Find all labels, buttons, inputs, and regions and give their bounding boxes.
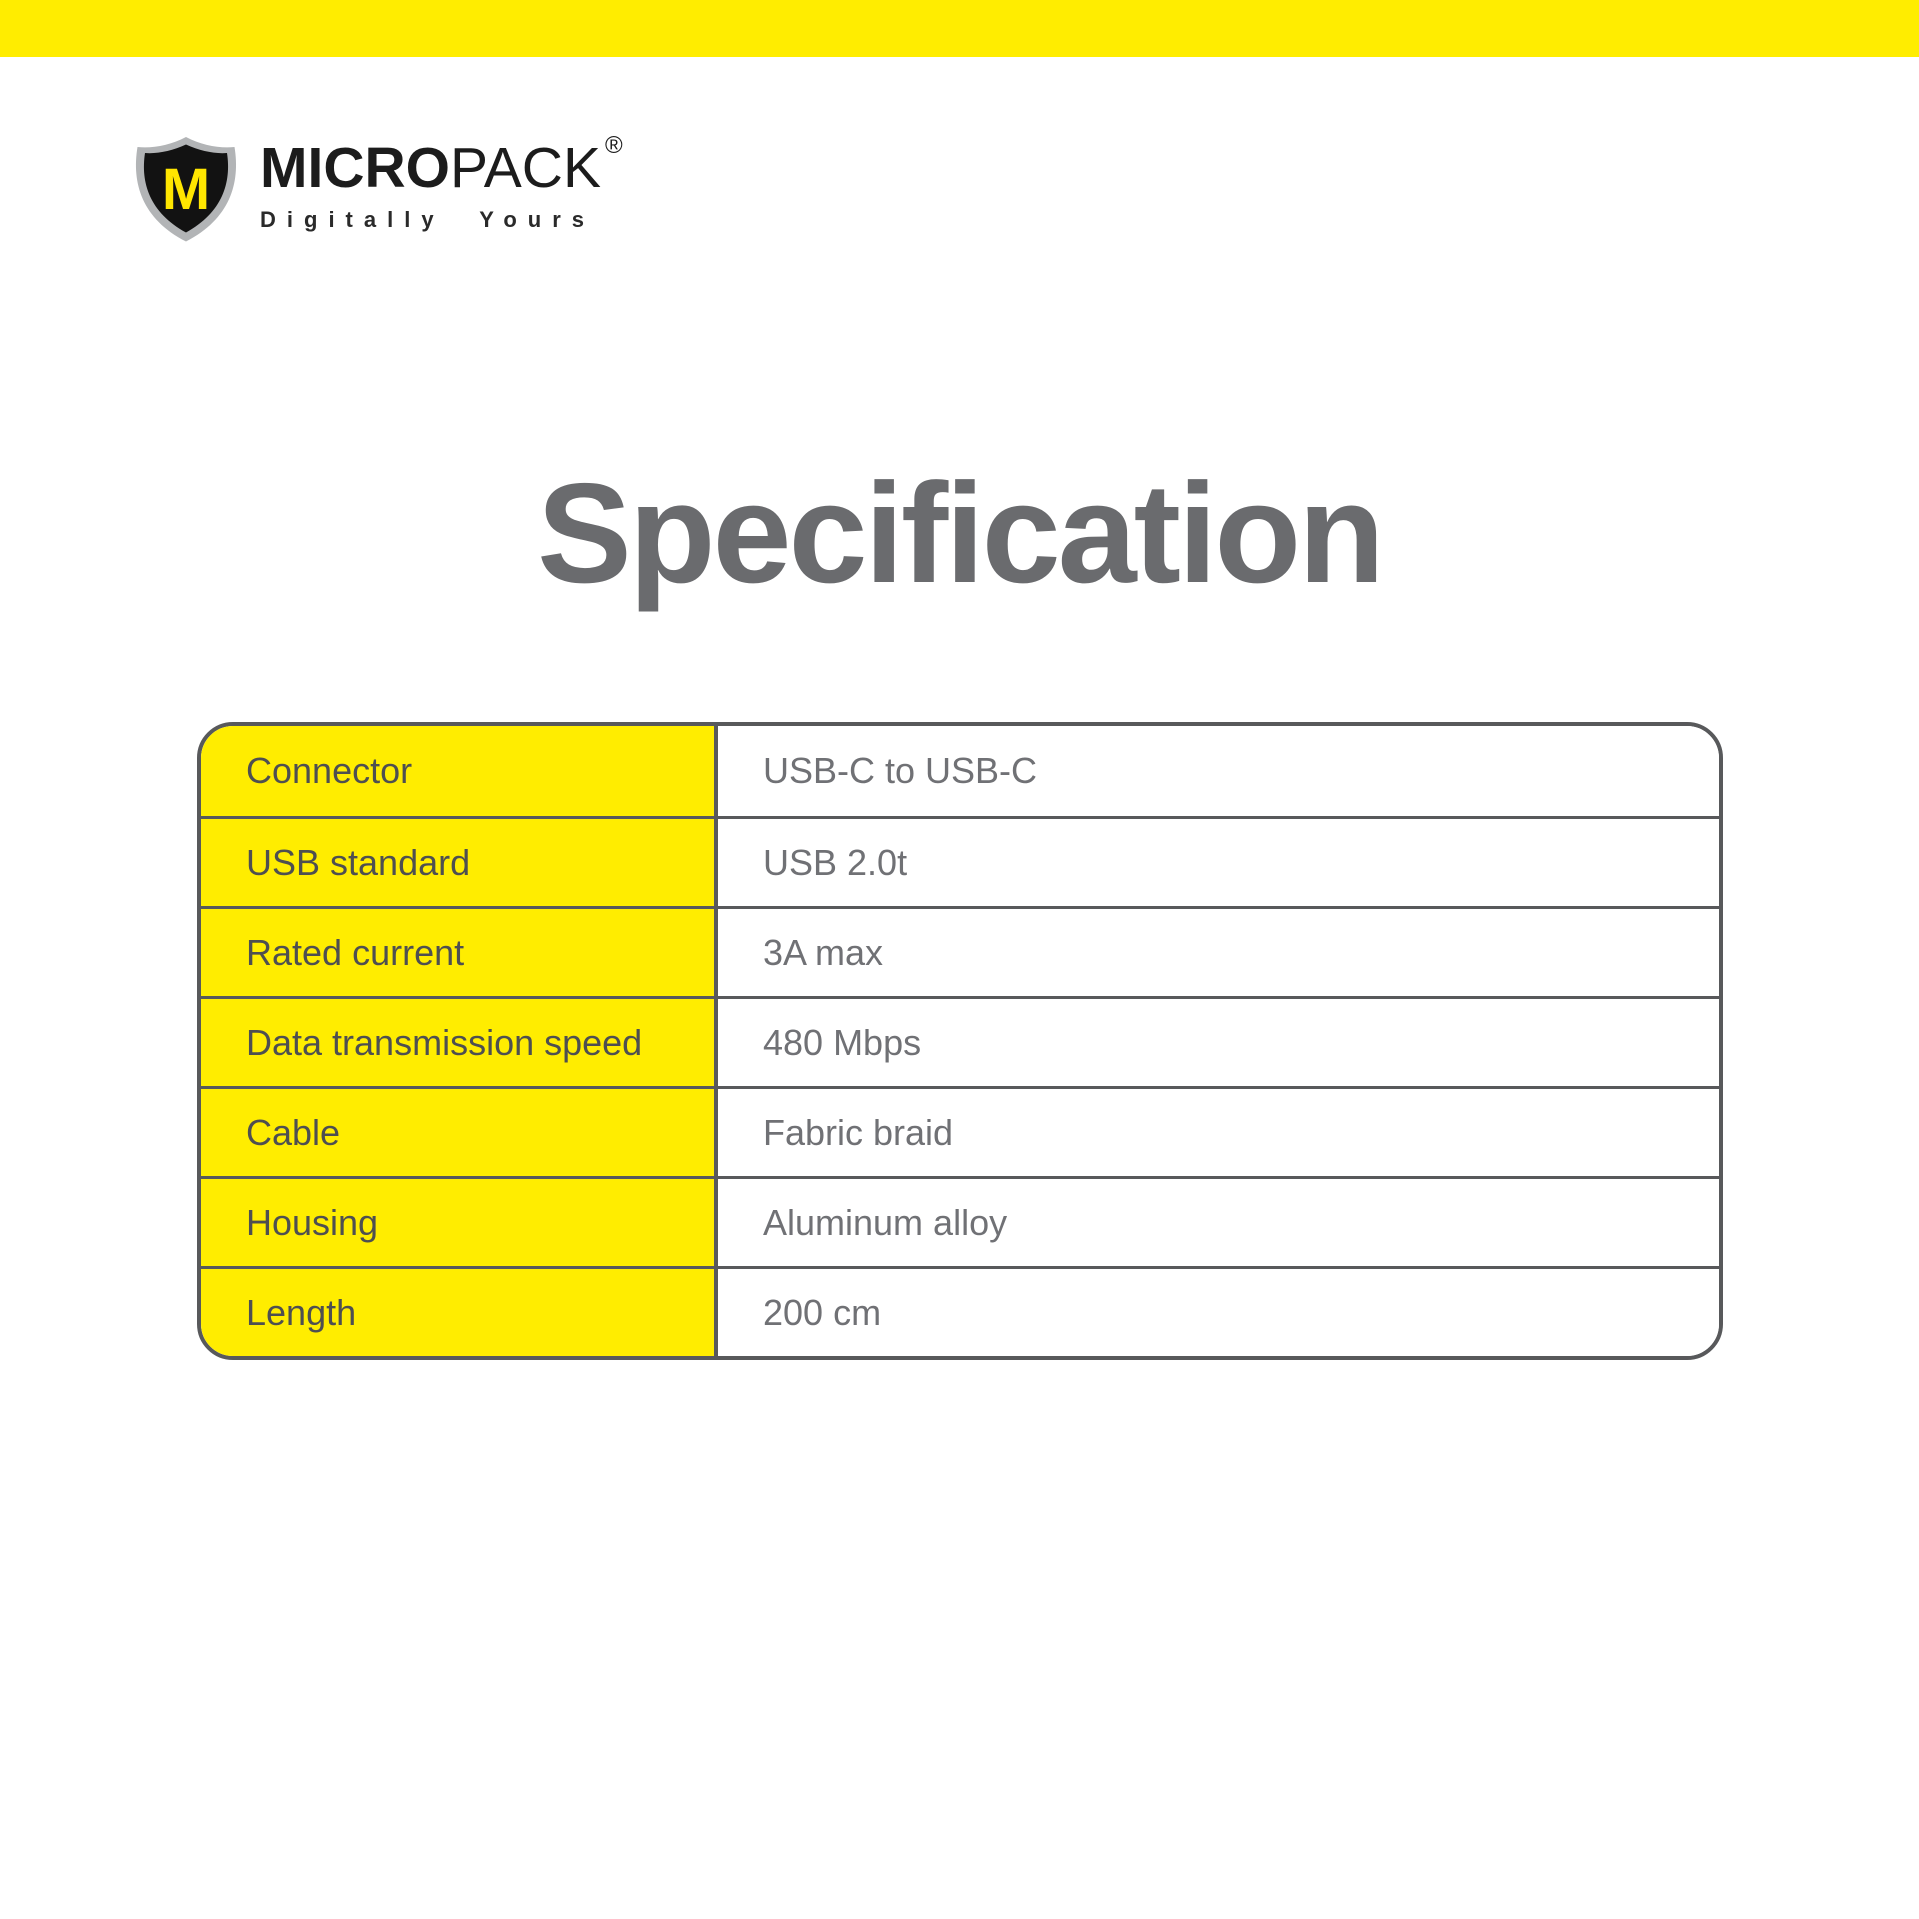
spec-label: USB standard bbox=[201, 819, 718, 906]
table-row bbox=[201, 906, 1719, 996]
spec-value: 200 cm bbox=[718, 1269, 1719, 1356]
spec-label: Data transmission speed bbox=[201, 999, 718, 1086]
specification-table bbox=[197, 722, 1723, 1360]
page-title: Specification bbox=[537, 454, 1382, 613]
spec-label: Rated current bbox=[201, 909, 718, 996]
spec-value: 480 Mbps bbox=[718, 999, 1719, 1086]
brand-tagline: Digitally Yours bbox=[260, 207, 596, 232]
table-row bbox=[201, 1266, 1719, 1356]
registered-trademark-mark: ® bbox=[604, 132, 623, 159]
spec-label: Cable bbox=[201, 1089, 718, 1176]
brand-logo bbox=[126, 132, 623, 246]
shield-logo-icon bbox=[126, 132, 246, 246]
table-row bbox=[201, 1086, 1719, 1176]
table-row bbox=[201, 726, 1719, 816]
top-brand-bar bbox=[0, 0, 1919, 57]
shield-letter: M bbox=[161, 157, 211, 222]
spec-value: 3A max bbox=[718, 909, 1719, 996]
brand-name-pack: PACK bbox=[449, 136, 601, 200]
table-row bbox=[201, 996, 1719, 1086]
spec-label: Connector bbox=[201, 726, 718, 816]
spec-value: USB 2.0t bbox=[718, 819, 1719, 906]
brand-name-micro: MICRO bbox=[260, 136, 450, 200]
spec-value: USB-C to USB-C bbox=[718, 726, 1719, 816]
brand-text-block bbox=[260, 132, 623, 233]
spec-label: Housing bbox=[201, 1179, 718, 1266]
spec-label: Length bbox=[201, 1269, 718, 1356]
spec-value: Fabric braid bbox=[718, 1089, 1719, 1176]
table-row bbox=[201, 816, 1719, 906]
spec-value: Aluminum alloy bbox=[718, 1179, 1719, 1266]
table-row bbox=[201, 1176, 1719, 1266]
brand-name bbox=[260, 136, 601, 200]
